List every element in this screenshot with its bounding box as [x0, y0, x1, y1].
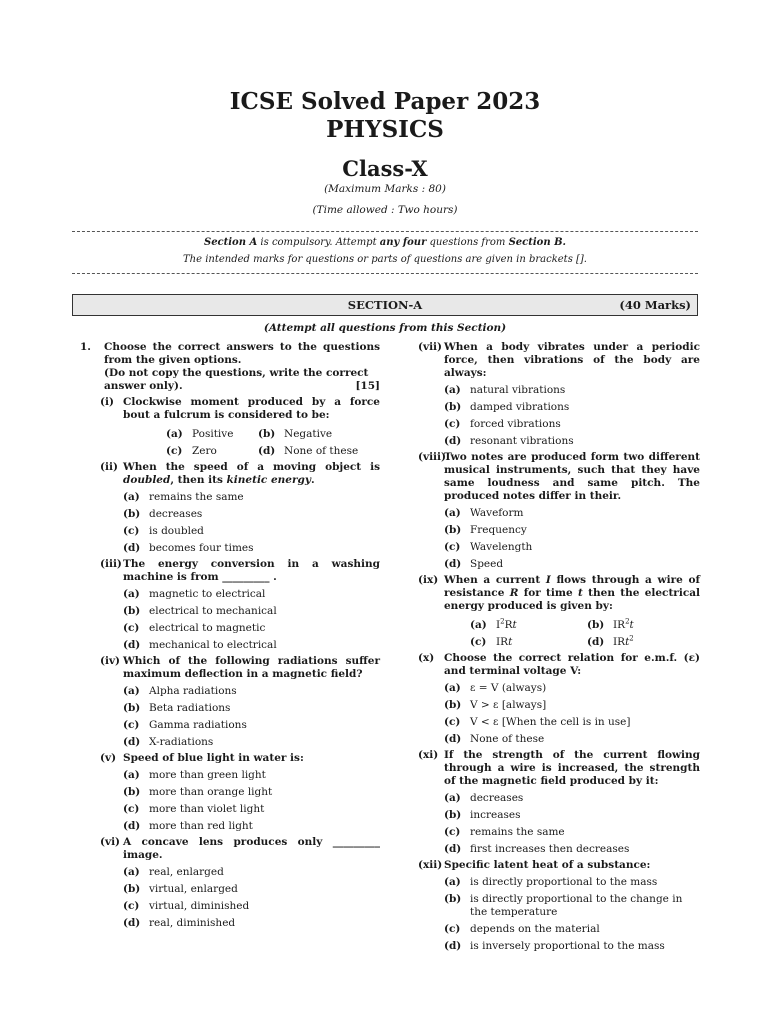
time-allowed: (Time allowed : Two hours) — [312, 204, 458, 216]
option[interactable]: (b) more than orange light — [123, 786, 273, 798]
option[interactable]: (b) damped vibrations — [444, 401, 570, 413]
option[interactable]: (c) Wavelength — [444, 541, 533, 553]
option[interactable]: (a) $I^2Rt$ — [470, 617, 517, 631]
option[interactable]: (d) Speed — [444, 558, 504, 570]
option[interactable]: (c) Zero — [166, 445, 217, 457]
question-text: Which of the following radiations suffer maximum deflection in a magnetic field? — [123, 655, 380, 680]
subquestion-ix: (ix) When a current I flows through a wire of resistance R for time t then the electrical energy produced is given by: (a) $I^2Rt$ (b) $IR^2t$ (c) IRt (d) IRt$^2$ — [418, 574, 701, 648]
subquestion-vii: (vii) When a body vibrates under a periodic force, then vibrations of the body are always: — [418, 341, 700, 379]
options-vii — [418, 384, 700, 448]
question-number: 1. — [80, 341, 91, 353]
options-iii — [80, 588, 380, 652]
question-text: When a current I flows through a wire of resistance R for time t then the electrical energy produced is given by: — [444, 574, 701, 612]
subquestion-ii: (ii) When the speed of a moving object is doubled, then its kinetic energy. — [100, 461, 380, 486]
options-xi — [418, 792, 700, 856]
option[interactable]: (b) is directly proportional to the change in the temperature — [444, 893, 683, 918]
question-text: Choose the correct relation for e.m.f. (ε) and terminal voltage V: — [444, 652, 700, 677]
option[interactable]: (b) Negative — [258, 428, 333, 440]
option[interactable]: (c) depends on the material — [444, 923, 600, 935]
options — [470, 615, 700, 649]
question-text: When the speed of a moving object is doubled, then its kinetic energy. — [123, 461, 380, 486]
instruction-line-2: The intended marks for questions or parts of questions are given in brackets []. — [183, 254, 587, 265]
option[interactable]: (b) $IR^2t$ — [587, 617, 634, 631]
maximum-marks: (Maximum Marks : 80) — [324, 183, 446, 195]
option[interactable]: (a) natural vibrations — [444, 384, 566, 396]
left-column — [80, 341, 380, 930]
option[interactable]: (c) Gamma radiations — [123, 719, 247, 731]
question-note-end: answer only). — [104, 380, 183, 392]
question-note: (Do not copy the questions, write the correct — [104, 367, 369, 379]
subquestion-v: (v) Speed of blue light in water is: — [80, 752, 380, 765]
options-x — [418, 682, 700, 746]
option[interactable]: (d) is inversely proportional to the mass — [444, 940, 665, 952]
option[interactable]: (a) is directly proportional to the mass — [444, 876, 658, 888]
option[interactable]: (a) more than green light — [123, 769, 266, 781]
option[interactable]: (d) X-radiations — [123, 736, 214, 748]
option[interactable]: (c) virtual, diminished — [123, 900, 250, 912]
right-column — [418, 341, 700, 953]
option[interactable]: (d) real, diminished — [123, 917, 236, 929]
dashed-divider-bottom — [72, 273, 698, 274]
option[interactable]: (c) more than violet light — [123, 803, 265, 815]
question-text: Two notes are produced form two different musical instruments, such that they have same loudness and same pitch. The produced notes differ in their. — [444, 451, 700, 502]
option[interactable]: (c) forced vibrations — [444, 418, 561, 430]
option[interactable]: (a) ε = V (always) — [444, 682, 547, 694]
option[interactable]: (d) None of these — [444, 733, 545, 745]
option[interactable]: (b) Beta radiations — [123, 702, 231, 714]
options-iv — [80, 685, 380, 749]
instruction-line-1: Section A is compulsory. Attempt any four questions from Section B. — [203, 237, 567, 248]
paper-title: ICSE Solved Paper 2023 — [229, 88, 541, 115]
question-1 — [80, 341, 380, 393]
option[interactable]: (a) real, enlarged — [123, 866, 224, 878]
section-marks: (40 Marks) — [619, 298, 691, 312]
option[interactable]: (c) remains the same — [444, 826, 565, 838]
section-instruction: (Attempt all questions from this Section) — [263, 322, 507, 334]
section-header-bar — [72, 294, 698, 316]
option[interactable]: (b) electrical to mechanical — [123, 605, 277, 617]
subquestion-iii: (iii) The energy conversion in a washing machine is from _________ . — [100, 558, 380, 583]
option[interactable]: (b) Frequency — [444, 524, 527, 536]
option[interactable]: (d) more than red light — [123, 820, 253, 832]
option[interactable]: (b) V > ε [always] — [444, 699, 547, 711]
question-text: If the strength of the current flowing through a wire is increased, the strength of the magnetic field produced by it: — [444, 749, 700, 787]
subquestion-iv: (iv) Which of the following radiations suffer maximum deflection in a magnetic field? — [100, 655, 380, 680]
question-marks: [15] — [355, 380, 380, 392]
option[interactable]: (a) decreases — [444, 792, 524, 804]
subquestion-x: (x) Choose the correct relation for e.m.f. (ε) and terminal voltage V: — [418, 652, 700, 677]
dashed-divider-top — [72, 231, 698, 232]
section-title: SECTION-A — [347, 298, 423, 312]
question-text: A concave lens produces only _________ image. — [123, 836, 380, 861]
option[interactable]: (d) resonant vibrations — [444, 435, 574, 447]
question-text: Clockwise moment produced by a force bout a fulcrum is considered to be: — [123, 396, 380, 421]
subquestion-xi: (xi) If the strength of the current flowing through a wire is increased, the strength of the magnetic field produced by it: — [418, 749, 700, 787]
question-text: Speed of blue light in water is: — [123, 752, 304, 764]
option[interactable]: (b) decreases — [123, 508, 203, 520]
option[interactable]: (b) increases — [444, 809, 521, 821]
option[interactable]: (d) first increases then decreases — [444, 843, 630, 855]
option[interactable]: (d) becomes four times — [123, 542, 254, 554]
subject-title: PHYSICS — [326, 116, 444, 143]
question-text: Specific latent heat of a substance: — [444, 859, 651, 871]
option[interactable]: (c) electrical to magnetic — [123, 622, 266, 634]
class-title: Class-X — [342, 156, 428, 181]
options-ii — [80, 491, 380, 555]
options-viii — [418, 507, 700, 571]
option[interactable]: (a) magnetic to electrical — [123, 588, 266, 600]
subquestion-i: (i) Clockwise moment produced by a force bout a fulcrum is considered to be: (a) Positive (b) Negative (c) Zero (d) None of these — [100, 396, 380, 457]
question-text: Choose the correct answers to the questions from the given options. — [104, 341, 380, 366]
option[interactable]: (a) Positive — [166, 428, 234, 440]
option[interactable]: (d) mechanical to electrical — [123, 639, 277, 651]
options-vi — [80, 866, 380, 930]
option[interactable]: (c) is doubled — [123, 525, 204, 537]
options — [166, 424, 380, 458]
option[interactable]: (c) IRt — [470, 636, 513, 648]
option[interactable]: (c) V < ε [When the cell is in use] — [444, 716, 631, 728]
option[interactable]: (d) None of these — [258, 445, 359, 457]
option[interactable]: (a) remains the same — [123, 491, 244, 503]
question-text: When a body vibrates under a periodic force, then vibrations of the body are always: — [444, 341, 700, 379]
option[interactable]: (d) IRt$^2$ — [587, 634, 634, 648]
subquestion-vi: (vi) A concave lens produces only _________ image. — [100, 836, 380, 861]
question-text: The energy conversion in a washing machine is from _________ . — [123, 558, 380, 583]
options-xii — [418, 876, 700, 953]
option[interactable]: (a) Waveform — [444, 507, 524, 519]
option[interactable]: (a) Alpha radiations — [123, 685, 237, 697]
options-v — [80, 769, 380, 833]
subquestion-xii: (xii) Specific latent heat of a substance: — [418, 859, 700, 872]
subquestion-viii: (viii) Two notes are produced form two different musical instruments, such that they have same loudness and same pitch. The produced notes differ in their. — [418, 451, 700, 502]
option[interactable]: (b) virtual, enlarged — [123, 883, 238, 895]
